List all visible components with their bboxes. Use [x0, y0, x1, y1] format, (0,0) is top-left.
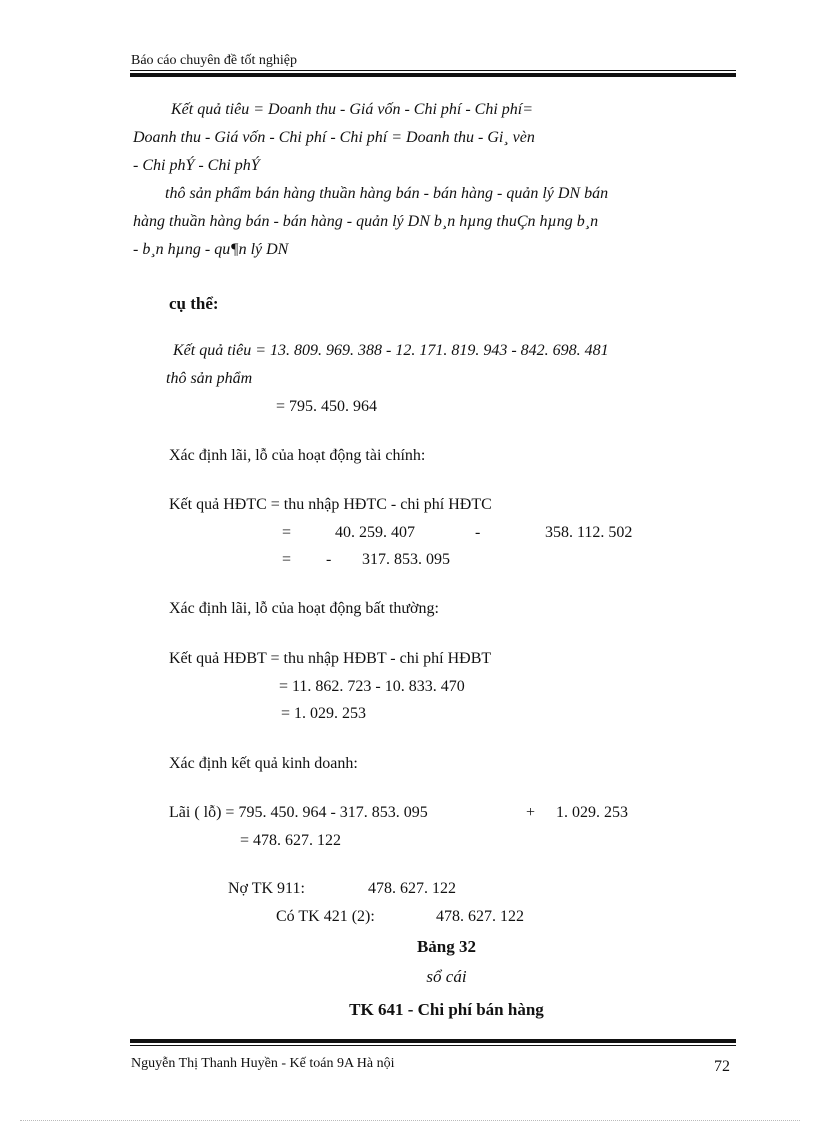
business-line-1: Lãi ( lỗ) = 795. 450. 964 - 317. 853. 095 — [169, 804, 428, 821]
extraordinary-heading: Xác định lãi, lỗ của hoạt động bất thường: — [169, 600, 439, 617]
footer-rule-thin — [130, 1045, 736, 1046]
financial-line-2-op: - — [475, 524, 481, 541]
footer-rule-thick — [130, 1039, 736, 1043]
extraordinary-line-2: = 11. 862. 723 - 10. 833. 470 — [279, 678, 465, 695]
header-rule-thick — [130, 73, 736, 77]
business-line-2: = 478. 627. 122 — [240, 832, 342, 849]
table-account-title: TK 641 - Chi phí bán hàng — [349, 1000, 544, 1019]
debit-label: Nợ TK 911: — [228, 880, 305, 897]
specific-line-3: = 795. 450. 964 — [276, 398, 378, 415]
table-subtitle: sổ cái — [426, 967, 467, 986]
extraordinary-line-1: Kết quả HĐBT = thu nhập HĐBT - chi phí HĐBT — [169, 650, 492, 667]
financial-line-3-op: - — [326, 551, 332, 568]
financial-line-2-a: 40. 259. 407 — [335, 524, 415, 541]
credit-value: 478. 627. 122 — [436, 908, 524, 925]
formula-line-2: Doanh thu - Giá vốn - Chi phí - Chi phí = Doanh thu - Gi¸ vèn — [133, 129, 535, 146]
business-line-1-val: 1. 029. 253 — [556, 804, 628, 821]
financial-line-3-eq: = — [282, 551, 292, 568]
financial-line-2-b: 358. 112. 502 — [545, 524, 633, 541]
business-line-1-op: + — [526, 804, 536, 821]
formula-line-5: hàng thuần hàng bán - bán hàng - quản lý DN b¸n hµng thuÇn hµng b¸n — [133, 213, 599, 230]
table-label: Bảng 32 — [416, 937, 477, 956]
formula-line-1: Kết quả tiêu = Doanh thu - Giá vốn - Chi phí - Chi phí= — [171, 101, 534, 118]
debit-value: 478. 627. 122 — [368, 880, 456, 897]
extraordinary-line-3: = 1. 029. 253 — [281, 705, 367, 722]
business-heading: Xác định kết quả kinh doanh: — [169, 755, 358, 772]
financial-line-2-eq: = — [282, 524, 292, 541]
page-edge-divider — [20, 1120, 800, 1121]
financial-line-1: Kết quả HĐTC = thu nhập HĐTC - chi phí HĐTC — [169, 496, 492, 513]
specific-line-2: thô sản phẩm — [166, 370, 253, 387]
header-title: Báo cáo chuyên đề tốt nghiệp — [131, 53, 298, 68]
financial-line-3-val: 317. 853. 095 — [362, 551, 450, 568]
financial-heading: Xác định lãi, lỗ của hoạt động tài chính: — [169, 447, 426, 464]
header-rule-thin — [130, 70, 736, 71]
specific-heading: cụ thể: — [169, 294, 219, 313]
page-number: 72 — [714, 1058, 730, 1075]
credit-label: Có TK 421 (2): — [276, 908, 375, 925]
specific-line-1: Kết quả tiêu = 13. 809. 969. 388 - 12. 171. 819. 943 - 842. 698. 481 — [173, 342, 609, 359]
formula-line-3: - Chi phÝ - Chi phÝ — [133, 157, 260, 174]
formula-line-6: - b¸n hµng - qu¶n lý DN — [133, 241, 289, 258]
formula-line-4: thô sản phẩm bán hàng thuần hàng bán - bán hàng - quản lý DN bán — [165, 185, 609, 202]
footer-author: Nguyễn Thị Thanh Huyền - Kế toán 9A Hà nội — [131, 1056, 395, 1071]
